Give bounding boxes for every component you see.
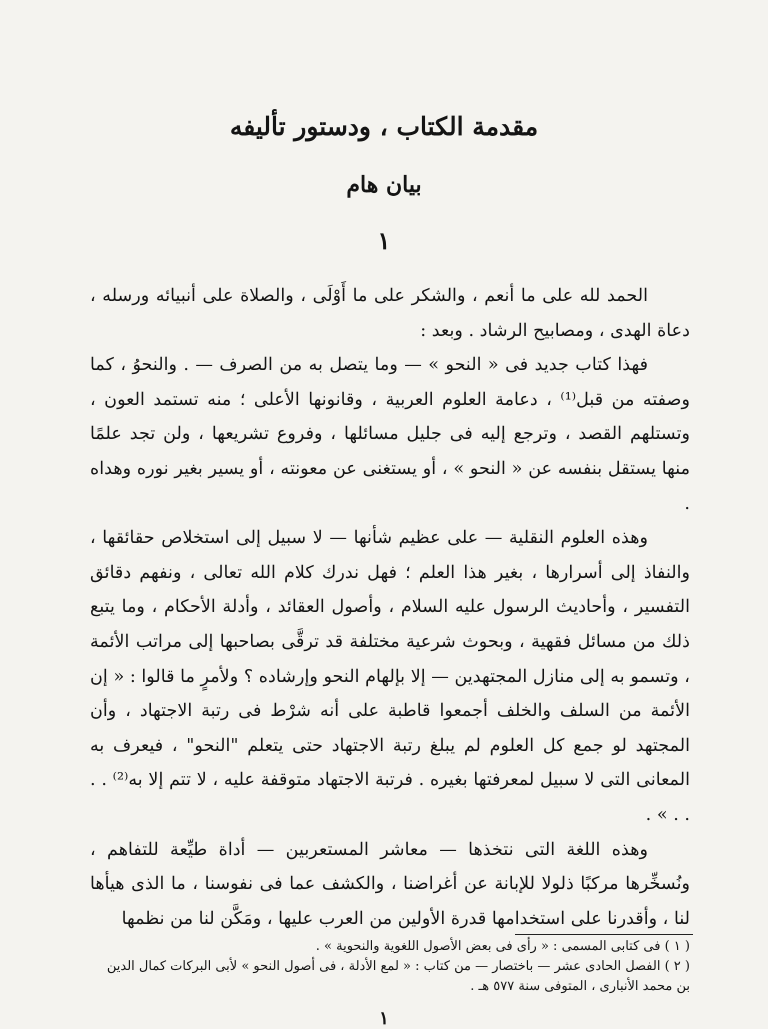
section-subtitle: بيان هام [346, 172, 422, 198]
section-number: ١ [377, 226, 391, 255]
footnote-divider [515, 934, 693, 935]
paragraph: فهذا كتاب جديد فى « النحو » — وما يتصل به من الصرف — . والنحوُ ، كما وصفته من قبل⁽¹⁾ ، دعامة العلوم العربية ، وقانونها الأعلى ؛ منه تستمد العون ، وتستلهم القصد ، وترجع إليه فى جليل مسائلها ، وفروع تشريعها ، ولن تجد علمًا منها يستقل بنفسه عن « النحو » ، أو يستغنى عن معونته ، أو يسير بغير نوره وهداه . [90, 355, 690, 514]
footnotes [90, 937, 690, 997]
paragraph: وهذه اللغة التى نتخذها — معاشر المستعربين — أداة طيِّعة للتفاهم ، ونُسخِّرها مركبًا ذلولا للإبانة عن أغراضنا ، والكشف عما فى نفوسنا ، ما الذى هيأها لنا ، وأقدرنا على استخدامها قدرة الأولين من العرب عليها ، ومَكَّن لنا من نظمها [90, 839, 690, 929]
page-number: ١ [379, 1008, 389, 1029]
paragraph: وهذه العلوم النقلية — على عظيم شأنها — لا سبيل إلى استخلاص حقائقها ، والنفاذ إلى أسرارها ، بغير هذا العلم ؛ فهل ندرك كلام الله تعالى ، ونفهم دقائق التفسير ، وأحاديث الرسول عليه السلام ، وأصول العقائد ، وأدلة الأحكام ، وما يتبع ذلك من مسائل فقهية ، وبحوث شرعية مختلفة قد ترقَّى بصاحبها إلى مراتب الأئمة ، وتسمو به إلى منازل المجتهدين — إلا بإلهام النحو وإرشاده ؟ ولأمرٍ ما قالوا : « إن الأئمة من السلف والخلف أجمعوا قاطبة على أنه شرْط فى رتبة الاجتهاد ، وأن المجتهد لو جمع كل العلوم لم يبلغ رتبة الاجتهاد حتى يتعلم "النحو" ، فيعرف به المعانى التى لا سبيل لمعرفتها بغيره . فرتبة الاجتهاد متوقفة عليه ، لا تتم إلا به⁽²⁾ . . . . » . [90, 528, 690, 825]
body-text [90, 279, 690, 936]
page-title: مقدمة الكتاب ، ودستور تأليفه [229, 112, 539, 141]
footnote: ( ٢ ) الفصل الحادى عشر — باختصار — من كتاب : « لمع الأدلة ، فى أصول النحو » لأبى البركات كمال الدين بن محمد الأنبارى ، المتوفى سنة ٥٧٧ هـ . [106, 959, 690, 994]
paragraph: الحمد لله على ما أنعم ، والشكر على ما أَوْلَى ، والصلاة على أنبيائه ورسله ، دعاة الهدى ، ومصابيح الرشاد . وبعد : [90, 286, 690, 341]
footnote: ( ١ ) فى كتابى المسمى : « رأى فى بعض الأصول اللغوية والنحوية » . [315, 939, 690, 954]
